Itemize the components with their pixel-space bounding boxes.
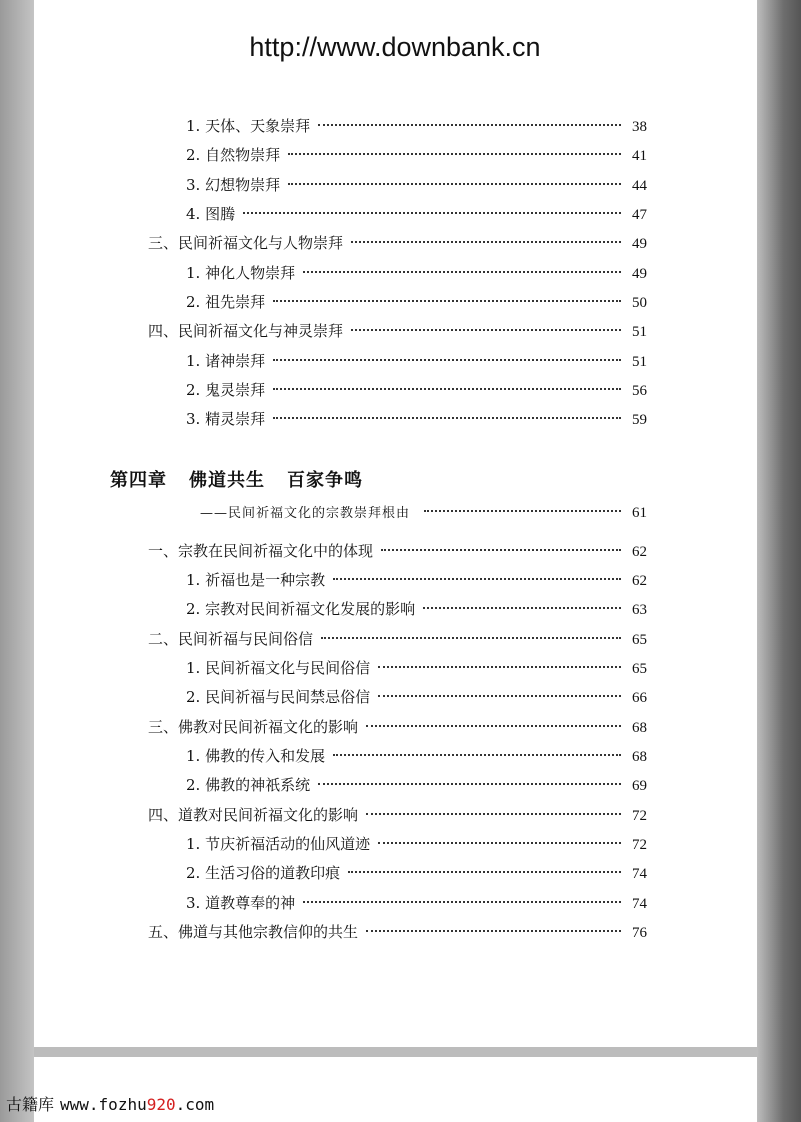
right-page-edge [757,0,801,1122]
toc-entry[interactable] [186,408,647,430]
chapter-title-part-2: 百家争鸣 [287,470,363,491]
toc-section-label: 三、民间祈福文化与人物崇拜 [148,234,344,252]
toc-entry-label: 1. 祈福也是一种宗教 [186,571,326,589]
chapter-number: 第四章 [110,470,167,491]
toc-section-label: 四、民间祈福文化与神灵崇拜 [148,322,344,340]
toc-section-label: 四、道教对民间祈福文化的影响 [148,806,359,824]
toc-entry-page: 68 [632,749,647,765]
header-url: http://www.downbank.cn [249,32,541,62]
toc-section-page: 62 [632,544,647,560]
toc-section-page: 72 [632,808,647,824]
toc-entry[interactable] [186,862,647,884]
toc-entry[interactable] [186,657,647,679]
toc-entry[interactable] [186,144,647,166]
toc-entry-page: 74 [632,896,647,912]
leader-dots [273,417,621,419]
toc-entry-label: 2. 祖先崇拜 [186,293,266,311]
toc-entry[interactable] [186,379,647,401]
toc-section-page: 49 [632,236,647,252]
chapter-title-part-1: 佛道共生 [189,470,265,491]
toc-entry-page: 69 [632,778,647,794]
toc-entry-page: 47 [632,207,647,223]
leader-dots [243,212,621,214]
leader-dots [273,300,621,302]
toc-entry[interactable] [186,892,647,914]
leader-dots [378,842,621,844]
leader-dots [381,549,621,551]
leader-dots [351,241,621,243]
leader-dots [303,271,621,273]
toc-entry-page: 38 [632,119,647,135]
leader-dots [303,901,621,903]
toc-section-page: 65 [632,632,647,648]
toc-entry[interactable] [186,291,647,313]
footer-site-highlight: 920 [146,1095,176,1114]
leader-dots [321,637,621,639]
toc-entry-label: 2. 佛教的神祇系统 [186,776,311,794]
toc-entry-page: 65 [632,661,647,677]
leader-dots [333,754,621,756]
chapter-subtitle[interactable] [200,502,647,525]
toc-entry-page: 66 [632,690,647,706]
toc-entry-label: 1. 佛教的传入和发展 [186,747,326,765]
toc-section-label: 三、佛教对民间祈福文化的影响 [148,718,359,736]
footer-site-prefix: www.fozhu [60,1095,147,1114]
toc-section[interactable] [148,716,647,738]
footer-brand: 古籍库 [6,1095,55,1114]
toc-section[interactable] [148,320,647,342]
toc-entry[interactable] [186,774,647,796]
leader-dots [348,871,621,873]
toc-section-label: 五、佛道与其他宗教信仰的共生 [148,923,359,941]
toc-section[interactable] [148,921,647,943]
toc-entry-page: 44 [632,178,647,194]
toc-section[interactable] [148,628,647,650]
toc-entry-label: 2. 自然物崇拜 [186,146,281,164]
toc-entry[interactable] [186,262,647,284]
chapter-heading [110,466,385,492]
leader-dots [288,153,621,155]
footer-watermark [6,1092,214,1115]
leader-dots [378,666,621,668]
chapter-subtitle-page: 61 [632,505,647,521]
toc-entry-label: 3. 道教尊奉的神 [186,894,296,912]
toc-entry-page: 51 [632,354,647,370]
toc-section-page: 68 [632,720,647,736]
toc-entry[interactable] [186,203,647,225]
chapter-subtitle-label: ——民间祈福文化的宗教崇拜根由 [200,506,411,521]
toc-entry-label: 1. 诸神崇拜 [186,352,266,370]
leader-dots [366,930,621,932]
leader-dots [366,813,621,815]
left-page-edge [0,0,34,1122]
toc-entry-label: 2. 鬼灵崇拜 [186,381,266,399]
toc-section-page: 76 [632,925,647,941]
toc-entry-label: 3. 幻想物崇拜 [186,176,281,194]
toc-entry-label: 2. 宗教对民间祈福文化发展的影响 [186,600,416,618]
leader-dots [366,725,621,727]
leader-dots [424,510,621,512]
toc-section-label: 二、民间祈福与民间俗信 [148,630,314,648]
toc-entry-label: 2. 生活习俗的道教印痕 [186,864,341,882]
toc-entry[interactable] [186,174,647,196]
toc-entry-page: 56 [632,383,647,399]
toc-entry-page: 41 [632,148,647,164]
toc-entry-page: 49 [632,266,647,282]
toc-entry[interactable] [186,833,647,855]
toc-entry-label: 2. 民间祈福与民间禁忌俗信 [186,688,371,706]
toc-entry[interactable] [186,598,647,620]
footer-site[interactable] [60,1095,214,1114]
leader-dots [318,783,621,785]
leader-dots [288,183,621,185]
toc-section-label: 一、宗教在民间祈福文化中的体现 [148,542,374,560]
leader-dots [351,329,621,331]
toc-entry-label: 1. 神化人物崇拜 [186,264,296,282]
toc-entry[interactable] [186,569,647,591]
toc-entry-page: 50 [632,295,647,311]
toc-entry-label: 3. 精灵崇拜 [186,410,266,428]
toc-entry-page: 62 [632,573,647,589]
toc-section[interactable] [148,232,647,254]
toc-entry-page: 74 [632,866,647,882]
page-separator [34,1047,757,1057]
footer-site-suffix: .com [175,1095,215,1114]
toc-entry-label: 1. 天体、天象崇拜 [186,117,311,135]
toc-entry-label: 1. 民间祈福文化与民间俗信 [186,659,371,677]
toc-entry-page: 72 [632,837,647,853]
leader-dots [423,607,621,609]
toc-entry[interactable] [186,115,647,137]
leader-dots [273,359,621,361]
toc-section-page: 51 [632,324,647,340]
toc-section[interactable] [148,804,647,826]
leader-dots [318,124,621,126]
leader-dots [333,578,621,580]
toc-entry-page: 63 [632,602,647,618]
toc-entry[interactable] [186,745,647,767]
leader-dots [378,695,621,697]
toc-entry-label: 4. 图腾 [186,205,236,223]
toc-entry-page: 59 [632,412,647,428]
toc-entry[interactable] [186,686,647,708]
toc-entry-label: 1. 节庆祈福活动的仙风道迹 [186,835,371,853]
toc-entry[interactable] [186,350,647,372]
leader-dots [273,388,621,390]
toc-section[interactable] [148,540,647,562]
